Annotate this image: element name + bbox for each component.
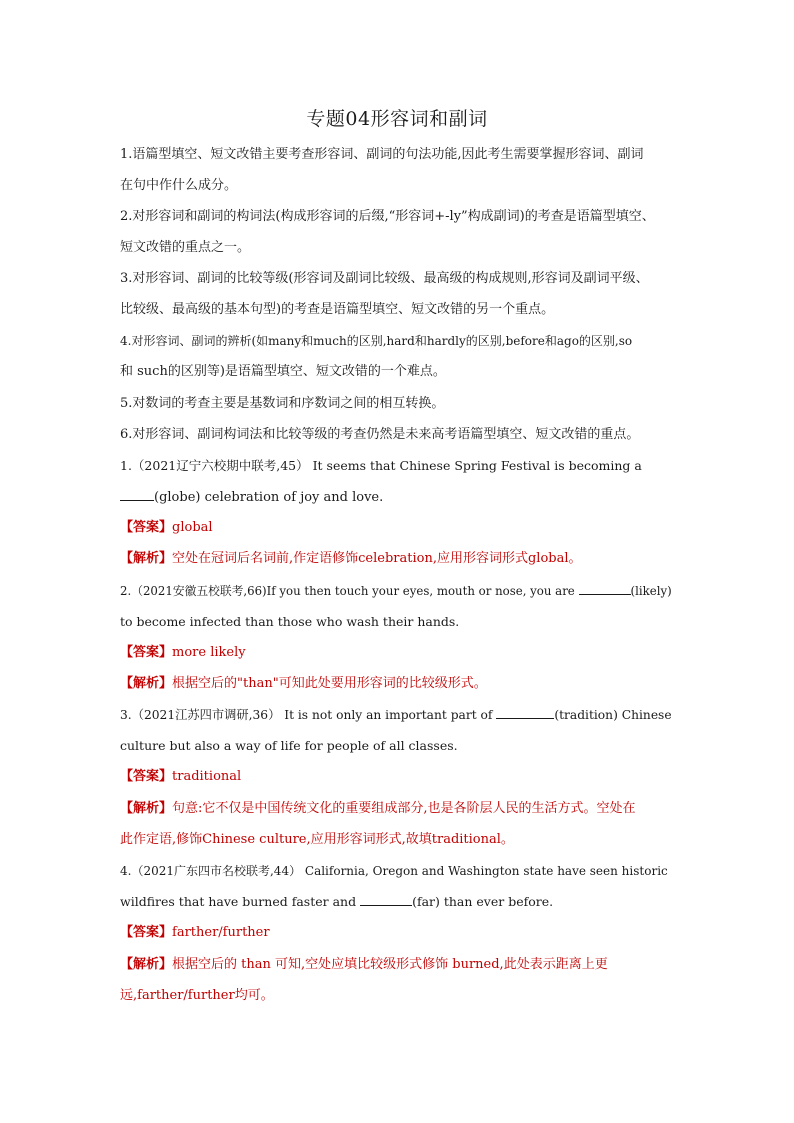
question-text: wildfires that have burned faster and (far) than ever before.: [120, 894, 554, 909]
intro-line: 5.对数词的考查主要是基数词和序数词之间的相互转换。: [120, 396, 445, 411]
intro-line: 在句中作什么成分。: [120, 178, 238, 193]
analysis-line: 【解析】句意:它不仅是中国传统文化的重要组成部分,也是各阶层人民的生活方式。空处在: [120, 801, 636, 816]
intro-line: 4.对形容词、副词的辨析(如many和much的区别,hard和hardly的区别,before和ago的区别,so: [120, 334, 633, 348]
intro-line: 2.对形容词和副词的构词法(构成形容词的后缀,“形容词+-ly”构成副词)的考查是语篇型填空、: [120, 209, 655, 224]
analysis-line: 【解析】根据空后的"than"可知此处要用形容词的比较级形式。: [120, 676, 487, 691]
analysis-line: 【解析】空处在冠词后名词前,作定语修饰celebration,应用形容词形式global。: [120, 551, 582, 566]
analysis-line: 此作定语,修饰Chinese culture,应用形容词形式,故填traditional。: [120, 832, 514, 847]
intro-line: 和 such的区别等)是语篇型填空、短文改错的一个难点。: [120, 364, 446, 379]
answer-blank: [120, 488, 154, 501]
question-text: to become infected than those who wash their hands.: [120, 614, 460, 629]
question-text: 4.（2021广东四市名校联考,44） California, Oregon and Washington state have seen historic: [120, 864, 668, 878]
question-text: 2.（2021安徽五校联考,66)If you then touch your eyes, mouth or nose, you are (likely): [120, 584, 672, 598]
question-text: 3.（2021江苏四市调研,36） It is not only an important part of (tradition) Chinese: [120, 708, 672, 722]
answer-line: 【答案】farther/further: [120, 925, 270, 940]
analysis-line: 【解析】根据空后的 than 可知,空处应填比较级形式修饰 burned,此处表示距离上更: [120, 957, 608, 972]
question-text: 1.（2021辽宁六校期中联考,45） It seems that Chinese Spring Festival is becoming a: [120, 458, 642, 473]
question-text: (globe) celebration of joy and love.: [120, 488, 676, 507]
answer-blank: [496, 706, 554, 719]
intro-line: 比较级、最高级的基本句型)的考查是语篇型填空、短文改错的另一个重点。: [120, 302, 555, 317]
answer-line: 【答案】global: [120, 520, 213, 535]
intro-line: 1.语篇型填空、短文改错主要考查形容词、副词的句法功能,因此考生需要掌握形容词、副词: [120, 147, 644, 162]
answer-line: 【答案】traditional: [120, 769, 242, 784]
analysis-line: 远,farther/further均可。: [120, 988, 274, 1003]
answer-line: 【答案】more likely: [120, 645, 246, 660]
intro-line: 短文改错的重点之一。: [120, 240, 251, 255]
page-title: 专题04形容词和副词: [306, 108, 488, 130]
question-text: culture but also a way of life for people of all classes.: [120, 738, 458, 753]
answer-blank: [360, 893, 412, 906]
intro-line: 6.对形容词、副词构词法和比较等级的考查仍然是未来高考语篇型填空、短文改错的重点。: [120, 427, 640, 442]
intro-line: 3.对形容词、副词的比较等级(形容词及副词比较级、最高级的构成规则,形容词及副词平级、: [120, 271, 649, 286]
answer-blank: [579, 582, 631, 595]
